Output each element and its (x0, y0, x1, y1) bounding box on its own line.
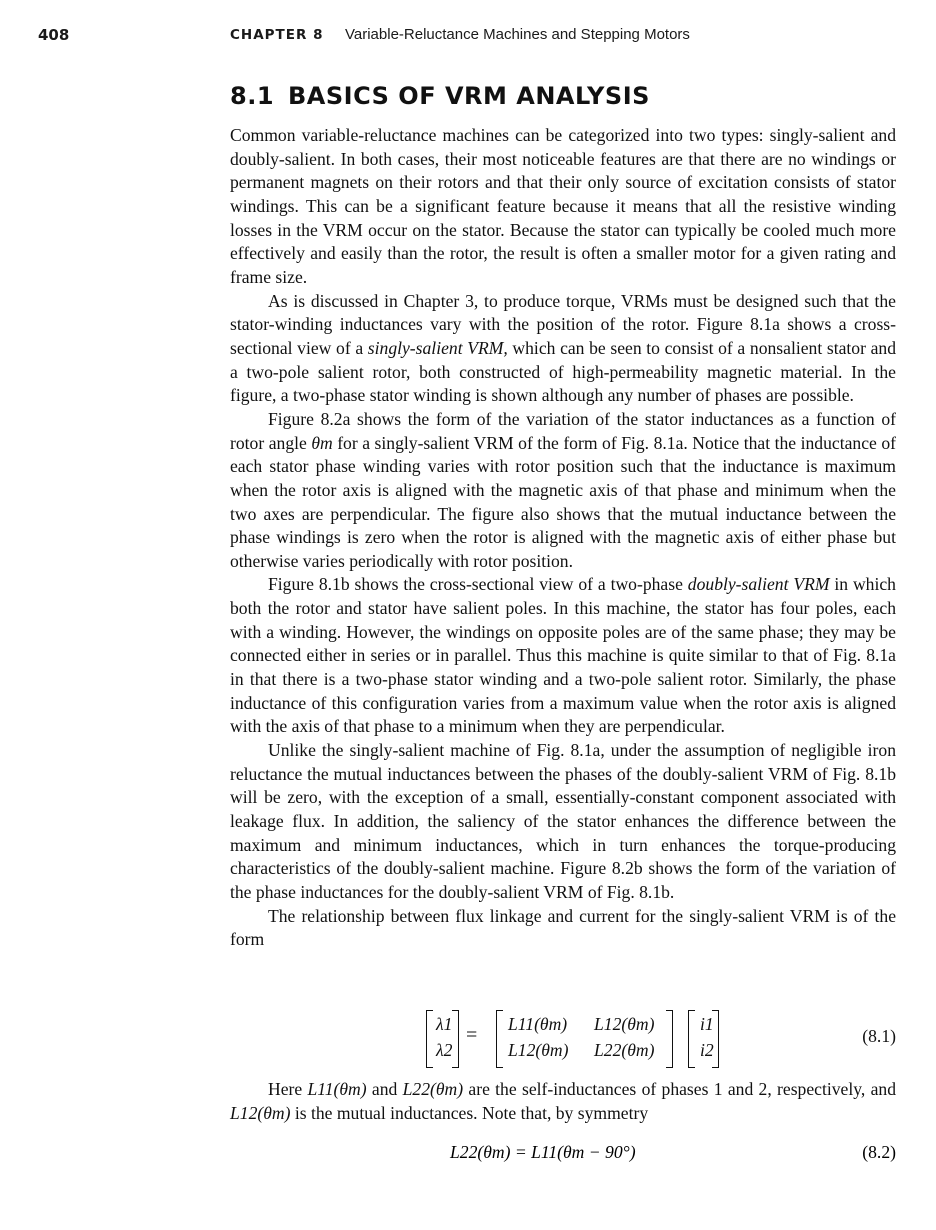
eq-lambda-1: λ1 (436, 1014, 453, 1034)
paragraph-3-text-b: for a singly-salient VRM of the form of Fig. 8.1a. Notice that the inductance of each stator phase winding varies with rotor position such that the inductance is maximum when the rotor axis is aligned with the magnetic axis of that phase and minimum when the two axes are perpendicular. The figure also shows that the mutual inductance between the phase windings is zero when the rotor is aligned with the magnetic axis of either phase but otherwise varies periodically with rotor position. (230, 432, 896, 571)
paragraph-3 (230, 408, 896, 574)
paragraph-7 (230, 1078, 896, 1125)
paragraph-2-text-b: which can be seen to consist of a nonsalient stator and a two-pole salient rotor, both constructed of high-permeability magnetic material. In the figure, a two-phase stator winding is shown although any number of phases are possible. (230, 337, 896, 406)
equation-8-2-expression: L22(θm) = L11(θm − 90°) (450, 1142, 636, 1162)
eq-i1: i1 (700, 1014, 714, 1034)
bracket-left-rhs (688, 1010, 695, 1068)
paragraph-1: Common variable-reluctance machines can be categorized into two types: singly-salient and doubly-salient. In both cases, their most noticeable features are that there are no windings or permanent magnets on their rotors and that their only source of excitation consists of stator windings. This can be a significant feature because it means that all the resistive winding losses in the VRM occur on the stator. Because the stator can typically be cooled much more effectively and easily than the rotor, the result is often a smaller motor for a given rating and frame size. (230, 125, 896, 287)
eq-equals-sign: = (466, 1024, 478, 1046)
equation-8-2 (230, 1142, 896, 1166)
term-doubly-salient: doubly-salient VRM (687, 574, 830, 595)
paragraph-7-text-a: Here (268, 1079, 308, 1099)
symbol-l11: L11(θm) (307, 1079, 367, 1099)
page-number: 408 (38, 26, 70, 44)
symbol-l22: L22(θm) (402, 1079, 464, 1099)
section-heading (230, 82, 650, 110)
term-singly-salient: singly-salient VRM, (367, 337, 508, 358)
section-title: BASICS OF VRM ANALYSIS (288, 82, 650, 110)
body-text (230, 124, 896, 952)
equation-number-8-2: (8.2) (862, 1142, 896, 1162)
paragraph-2-text-a: As is discussed in Chapter 3, to produce torque, VRMs must be designed such that the stator-winding inductances vary with the position of the rotor. Figure 8.1a shows a cross-sectional view of a (230, 290, 896, 358)
paragraph-4-text-b: in which both the rotor and stator have salient poles. In this machine, the stator has four poles, each with a winding. However, the windings on opposite poles are of the same phase; they may be connected either in series or in parallel. Thus this machine is quite similar to that of Fig. 8.1a in that there is a two-phase stator winding and a two-pole salient rotor. Similarly, the phase inductance of this configuration varies from a maximum value when the rotor axis is aligned with the axis of that phase to a minimum when they are perpendicular. (230, 574, 896, 737)
paragraph-3-text-a: Figure 8.2a shows the form of the variation of the stator inductances as a function of rotor angle (230, 408, 896, 453)
paragraph-5: Unlike the singly-salient machine of Fig. 8.1a, under the assumption of negligible iron reluctance the mutual inductances between the phases of the doubly-salient VRM of Fig. 8.1b will be zero, with the exception of a small, essentially-constant component associated with leakage flux. In addition, the saliency of the stator enhances the difference between the maximum and minimum inductances, which in turn enhances the torque-producing characteristics of the doubly-salient machine. Figure 8.2b shows the form of the variation of the phase inductances for the doubly-salient VRM of Fig. 8.1b. (230, 740, 896, 902)
eq-m11: L11(θm) (508, 1014, 568, 1034)
equation-8-1 (426, 1010, 896, 1068)
equation-number-8-1: (8.1) (862, 1026, 896, 1046)
chapter-title: Variable-Reluctance Machines and Stepping Motors (345, 26, 690, 43)
paragraph-7-text-c: is the mutual inductances. Note that, by symmetry (290, 1102, 649, 1123)
paragraph-7-text-b: are the self-inductances of phases 1 and 2, respectively, and (463, 1079, 896, 1099)
paragraph-7-and: and (366, 1079, 403, 1099)
eq-lambda-2: λ2 (436, 1040, 453, 1060)
bracket-left-matrix (496, 1010, 503, 1068)
eq-m21: L12(θm) (508, 1040, 569, 1060)
paragraph-7-block (230, 1078, 896, 1125)
paragraph-4 (230, 573, 896, 739)
eq-i2: i2 (700, 1040, 714, 1060)
bracket-right-matrix (666, 1010, 673, 1068)
bracket-left-lhs (426, 1010, 433, 1068)
chapter-label: CHAPTER 8 (230, 27, 324, 43)
paragraph-4-text-a: Figure 8.1b shows the cross-sectional view of a two-phase (268, 574, 688, 595)
eq-m12: L12(θm) (594, 1014, 655, 1034)
bracket-right-lhs (452, 1010, 459, 1068)
running-header (0, 26, 936, 46)
symbol-l12: L12(θm) (230, 1102, 291, 1123)
paragraph-2 (230, 290, 896, 408)
symbol-theta-m: θm (311, 432, 333, 453)
eq-m22: L22(θm) (594, 1040, 655, 1060)
paragraph-6: The relationship between flux linkage and current for the singly-salient VRM is of the form (230, 905, 896, 950)
section-number: 8.1 (230, 82, 275, 110)
bracket-right-rhs (712, 1010, 719, 1068)
